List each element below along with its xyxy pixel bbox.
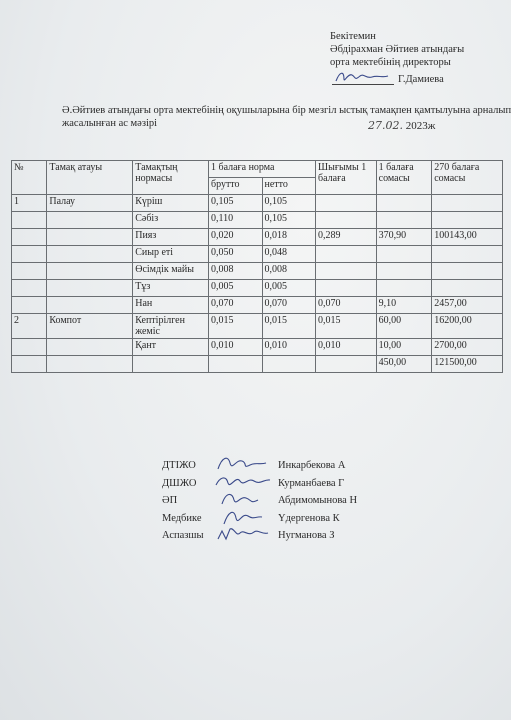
signer-row	[162, 530, 462, 548]
table-row	[12, 229, 503, 246]
signer-name: Үдергенова К	[278, 512, 340, 524]
cell-food	[47, 212, 133, 229]
cell-no	[12, 280, 47, 297]
signer-name: Курманбаева Г	[278, 477, 345, 489]
cell-sum270: 2457,00	[432, 297, 503, 314]
table-row	[12, 195, 503, 212]
cell-no	[12, 212, 47, 229]
cell-food	[47, 297, 133, 314]
cell-sum1	[376, 280, 432, 297]
cell-output	[316, 212, 377, 229]
cell-sum270	[432, 212, 503, 229]
signature	[212, 523, 272, 545]
table-row	[12, 263, 503, 280]
table-row	[12, 297, 503, 314]
table-total-row	[12, 356, 503, 373]
cell-food	[47, 280, 133, 297]
cell-no: 2	[12, 314, 47, 339]
signer-row	[162, 478, 462, 496]
cell-netto: 0,015	[262, 314, 316, 339]
table-header-row	[12, 161, 503, 178]
cell-output: 0,070	[316, 297, 377, 314]
cell-no	[12, 356, 47, 373]
approval-block	[330, 30, 508, 87]
cell-sum270	[432, 195, 503, 212]
approval-heading: Бекітемин	[330, 31, 376, 42]
cell-sum1: 60,00	[376, 314, 432, 339]
cell-sum270	[432, 246, 503, 263]
table-row	[12, 280, 503, 297]
document-date	[368, 119, 435, 132]
cell-product: Кептірілген жеміс	[133, 314, 209, 339]
cell-no	[12, 297, 47, 314]
director-name: Г.Дамиева	[398, 74, 444, 85]
cell-output	[316, 246, 377, 263]
cell-sum1: 10,00	[376, 339, 432, 356]
date-year: 2023ж	[405, 120, 436, 132]
cell-no	[12, 263, 47, 280]
signer-role: Медбике	[162, 512, 202, 524]
cell-sum1: 9,10	[376, 297, 432, 314]
document-title: Ә.Әйтиев атындағы орта мектебінің оқушыларына бір мезгіл ыстық тамақпен қамтылуына арналып жасалынған ас мәзірі	[62, 105, 511, 129]
cell-netto: 0,105	[262, 212, 316, 229]
signer-row	[162, 495, 462, 513]
cell-food: Компот	[47, 314, 133, 339]
cell-product: Пияз	[133, 229, 209, 246]
cell-brutto: 0,015	[208, 314, 262, 339]
handwritten-date: 27.02.	[368, 119, 403, 132]
header-norm: 1 балаға норма	[208, 161, 315, 178]
cell-food	[47, 356, 133, 373]
cell-no	[12, 229, 47, 246]
table-row	[12, 339, 503, 356]
signer-role: ДТІЖО	[162, 460, 196, 471]
table-row	[12, 212, 503, 229]
cell-food	[47, 229, 133, 246]
cell-brutto	[208, 356, 262, 373]
cell-netto: 0,010	[262, 339, 316, 356]
cell-sum1	[376, 246, 432, 263]
cell-brutto: 0,010	[208, 339, 262, 356]
cell-sum270-total: 121500,00	[432, 356, 503, 373]
cell-product: Күріш	[133, 195, 209, 212]
cell-brutto: 0,105	[208, 195, 262, 212]
cell-output	[316, 263, 377, 280]
cell-sum1	[376, 263, 432, 280]
cell-no	[12, 246, 47, 263]
cell-food: Палау	[47, 195, 133, 212]
cell-product	[133, 356, 209, 373]
cell-sum270: 16200,00	[432, 314, 503, 339]
cell-netto	[262, 356, 316, 373]
signer-name: Абдимомынова Н	[278, 495, 358, 506]
cell-output: 0,015	[316, 314, 377, 339]
director-signature-line	[330, 69, 508, 87]
cell-product: Нан	[133, 297, 209, 314]
cell-no: 1	[12, 195, 47, 212]
header-brutto: брутто	[208, 178, 262, 195]
signer-name: Нугманова З	[278, 530, 335, 541]
approval-school: Әбдірахман Әйтиев атындағы	[330, 44, 465, 55]
header-netto: нетто	[262, 178, 316, 195]
header-no: №	[12, 161, 47, 195]
cell-netto: 0,048	[262, 246, 316, 263]
header-sum270: 270 балаға сомасы	[432, 161, 503, 195]
cell-sum270: 2700,00	[432, 339, 503, 356]
cell-product: Сәбіз	[133, 212, 209, 229]
cell-product: Қант	[133, 339, 209, 356]
cell-sum270: 100143,00	[432, 229, 503, 246]
cell-sum270	[432, 263, 503, 280]
cell-no	[12, 339, 47, 356]
cell-netto: 0,105	[262, 195, 316, 212]
signers-block	[162, 460, 462, 548]
table-row	[12, 314, 503, 339]
signer-name: Инкарбекова А	[278, 460, 346, 471]
menu-table	[11, 160, 503, 373]
cell-food	[47, 339, 133, 356]
cell-output	[316, 195, 377, 212]
cell-output: 0,010	[316, 339, 377, 356]
signature-underline	[332, 84, 394, 85]
cell-sum1-total: 450,00	[376, 356, 432, 373]
cell-netto: 0,005	[262, 280, 316, 297]
approval-position: орта мектебінің директоры	[330, 57, 451, 68]
cell-sum1: 370,90	[376, 229, 432, 246]
header-output: Шығымы 1 балаға	[316, 161, 377, 195]
signer-role: Аспазшы	[162, 530, 204, 541]
header-product: Тамақтың нормасы	[133, 161, 209, 195]
table-row	[12, 246, 503, 263]
cell-netto: 0,008	[262, 263, 316, 280]
signer-role: ДШЖО	[162, 477, 197, 489]
cell-product: Тұз	[133, 280, 209, 297]
cell-sum1	[376, 195, 432, 212]
cell-brutto: 0,020	[208, 229, 262, 246]
cell-sum270	[432, 280, 503, 297]
cell-product: Сиыр еті	[133, 246, 209, 263]
signer-role: ӘП	[162, 495, 178, 506]
cell-output	[316, 356, 377, 373]
cell-sum1	[376, 212, 432, 229]
signer-row	[162, 460, 462, 478]
signer-row	[162, 513, 462, 531]
cell-food	[47, 263, 133, 280]
cell-output	[316, 280, 377, 297]
cell-netto: 0,018	[262, 229, 316, 246]
cell-netto: 0,070	[262, 297, 316, 314]
cell-output: 0,289	[316, 229, 377, 246]
cell-brutto: 0,110	[208, 212, 262, 229]
cell-brutto: 0,070	[208, 297, 262, 314]
header-sum1: 1 балаға сомасы	[376, 161, 432, 195]
cell-brutto: 0,050	[208, 246, 262, 263]
header-food: Тамақ атауы	[47, 161, 133, 195]
cell-brutto: 0,005	[208, 280, 262, 297]
cell-brutto: 0,008	[208, 263, 262, 280]
cell-food	[47, 246, 133, 263]
cell-product: Өсімдік майы	[133, 263, 209, 280]
